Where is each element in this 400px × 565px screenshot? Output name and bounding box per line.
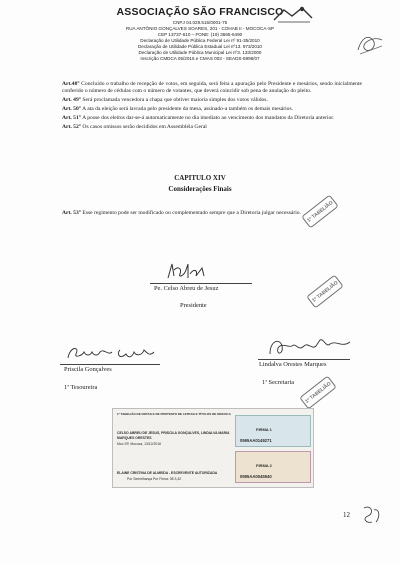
selo-1-code: 0595AA0149271 bbox=[240, 438, 272, 443]
president-signature bbox=[164, 260, 222, 282]
header-address: RUA ANTÔNIO GONÇALVES SOARES, 201 - COHAB II - MOCOCA-SP bbox=[125, 26, 275, 31]
article-52 bbox=[62, 124, 362, 131]
article-number: Art. 50° bbox=[62, 106, 82, 113]
article-number: Art. 52° bbox=[62, 124, 82, 131]
article-text: A posse dos eleitos dar-se-á automaticamente no dia imediato ao vencimento dos mandatos da Diretoria anterior. bbox=[81, 115, 335, 122]
notary-clerk: ELAINE CRISTINA DE ALMEIDA - ESCREVENTE AUTORIZADA bbox=[117, 471, 218, 475]
stamp-label: 1º TABELIÃO bbox=[305, 199, 335, 224]
notary-names-line-2: MARQUES ORESTES bbox=[117, 436, 152, 440]
selo-2-label: FIRMA 2 bbox=[256, 463, 272, 468]
organization-title: ASSOCIAÇÃO SÃO FRANCISCO bbox=[116, 6, 284, 18]
notary-names-line-1: CELSO ABREU DE JESUS, PRISCILA GONÇALVES, LINDALVA MARIA bbox=[117, 431, 230, 435]
selo-2-code: 0595AA0045940 bbox=[240, 474, 272, 479]
treasurer-signature bbox=[64, 342, 156, 364]
article-number: Art. 49° bbox=[62, 97, 82, 104]
president-role: Presidente bbox=[180, 302, 207, 309]
notary-recognition-seal bbox=[112, 408, 314, 488]
stamp-label: 1º TABELIÃO bbox=[310, 279, 340, 304]
article-text: Concluído o trabalho de recepção de votos, em seguida, será feita a apuração pelo Presidente e mesários, sendo inicialmente conferido o número de cédulas com o número de votantes, que deverá coincidir sob pena de anulação do pleito. bbox=[62, 81, 362, 95]
article-number: Art. 51° bbox=[62, 115, 82, 122]
tabeliao-stamp bbox=[299, 376, 337, 410]
article-48 bbox=[62, 81, 362, 96]
article-51 bbox=[62, 115, 362, 122]
treasurer-role: 1ª Tesoureira bbox=[64, 384, 98, 391]
notary-place-date: Moc SP, Mococa, 13/12/2016 bbox=[117, 442, 162, 446]
notary-value-line: Por Semelhança Por Firma: 08 3,42 bbox=[127, 477, 182, 481]
article-text: Esse regimento pode ser modificado ou complementado sempre que a Diretoria julgar necessário. bbox=[81, 210, 301, 216]
articles-section bbox=[62, 81, 362, 133]
tabeliao-stamp bbox=[306, 275, 344, 309]
secretary-role: 1ª Secretaria bbox=[262, 379, 295, 386]
article-50 bbox=[62, 106, 362, 113]
header-municipal-decl: Declaração de Utilidade Pública Municipal Lei nº3. 133/2000 bbox=[138, 50, 262, 55]
article-text: A ata da eleição será lavrada pelo presidente da mesa, assinado-a também os demais mesários. bbox=[81, 106, 294, 113]
header-registration: Inscrição CMDCA 05/2016 e CMAS 003 - SEADS-5998/07 bbox=[140, 56, 260, 61]
page-number: 12 bbox=[343, 511, 350, 519]
treasurer-name: Priscila Gonçalves bbox=[64, 366, 112, 373]
chapter-title: Considerações Finais bbox=[168, 185, 232, 193]
secretary-name: Lindalva Orestes Marques bbox=[259, 361, 327, 368]
selo-2 bbox=[235, 451, 311, 483]
article-text: Será proclamada vencedora a chapa que obtiver maioria simples dos votos válidos. bbox=[81, 97, 268, 104]
president-signature-line bbox=[150, 283, 252, 284]
stamp-label: 1º TABELIÃO bbox=[303, 380, 333, 405]
secretary-signature-line bbox=[258, 359, 350, 360]
article-49 bbox=[62, 97, 362, 104]
header-federal-decl: Declaração de Utilidade Pública Federal Lei nº 91-35/2010 bbox=[140, 38, 260, 43]
article-number: Art.48° bbox=[62, 81, 80, 87]
selo-1-label: FIRMA 1 bbox=[256, 427, 272, 432]
secretary-signature bbox=[266, 334, 354, 360]
header-cep-phone: CEP 13737-610 – FONE: (19) 3665-6490 bbox=[157, 32, 243, 37]
notary-header: 1º TABELIÃO DE NOTAS E DE PROTESTO DE LETRAS E TÍTULOS DE MOCOCA bbox=[117, 412, 231, 416]
article-number: Art. 53° bbox=[62, 210, 82, 216]
selo-1 bbox=[235, 415, 311, 447]
notary-text-block bbox=[113, 409, 231, 487]
president-name: Pe. Celso Abreu de Jesuz bbox=[154, 285, 219, 292]
header-cnpj: CNPJ 04.029.515/0001-75 bbox=[172, 20, 228, 25]
article-text: Os casos omissos serão decididos em Assembléia Geral bbox=[81, 124, 207, 131]
chapter-number: CAPITULO XIV bbox=[174, 174, 226, 182]
selo-block bbox=[231, 409, 313, 487]
treasurer-signature-line bbox=[60, 364, 160, 365]
handwritten-initials bbox=[352, 30, 388, 60]
handwritten-initials-bottom bbox=[358, 502, 384, 528]
header-state-decl: Declaração de Utilidade Pública Estadual Lei nº13. 973/2010 bbox=[137, 44, 262, 49]
